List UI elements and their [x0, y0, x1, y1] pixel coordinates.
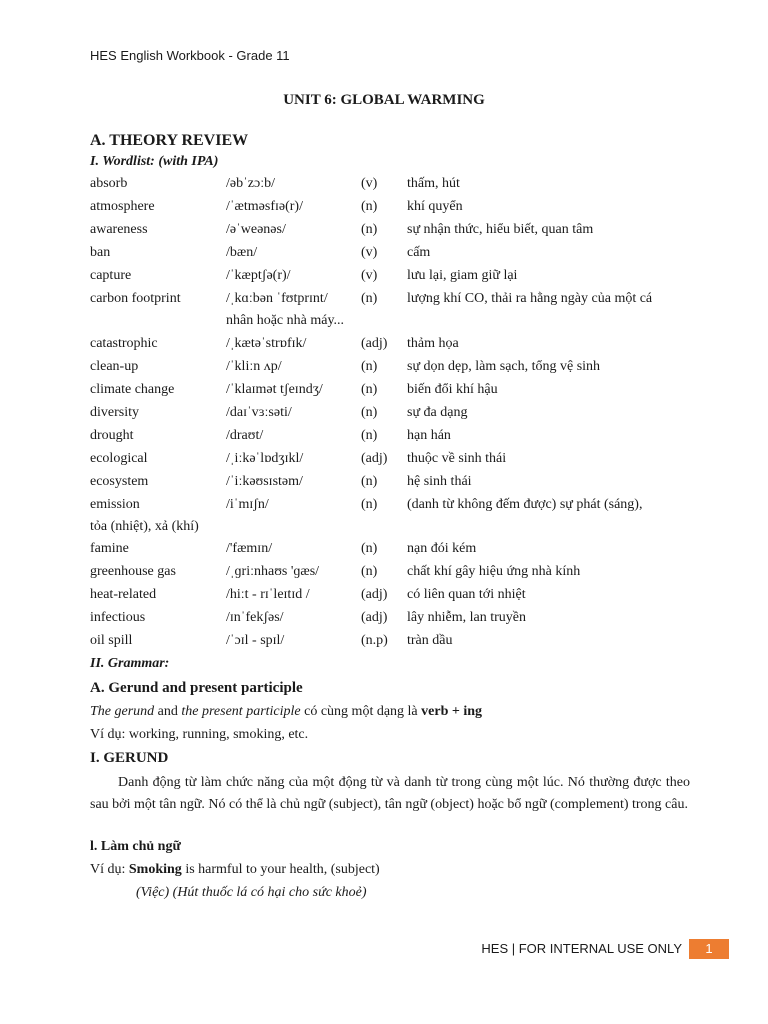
meaning: lượng khí CO, thải ra hằng ngày của một cá — [407, 291, 653, 306]
theory-review-heading: A. THEORY REVIEW — [90, 132, 249, 149]
ipa: /ˈɔɪl - spɪl/ — [226, 633, 285, 648]
wordlist-row — [0, 474, 768, 496]
ipa: /ˌkætəˈstrɒfɪk/ — [226, 336, 307, 351]
wordlist-row — [0, 610, 768, 632]
meaning: có liên quan tới nhiệt — [407, 587, 526, 602]
part-of-speech: (n) — [361, 564, 378, 579]
part-of-speech: (adj) — [361, 336, 388, 351]
ipa: /ˌɡriːnhaʊs 'ɡæs/ — [226, 564, 320, 579]
meaning: sự dọn dẹp, làm sạch, tổng vệ sinh — [407, 359, 601, 374]
part-of-speech: (n) — [361, 428, 378, 443]
part-of-speech: (n) — [361, 359, 378, 374]
word: emission — [90, 497, 140, 512]
wordlist-row — [0, 199, 768, 221]
meaning: biến đổi khí hậu — [407, 382, 498, 397]
meaning: hạn hán — [407, 428, 451, 443]
subject-example — [90, 862, 380, 878]
footer-text: HES | FOR INTERNAL USE ONLY — [481, 941, 682, 956]
wordlist-row — [0, 428, 768, 450]
ipa: /ˈkæptʃə(r)/ — [226, 268, 291, 283]
example-prefix: Ví dụ: — [90, 862, 129, 877]
meaning: lây nhiễm, lan truyền — [407, 610, 526, 625]
ipa: /ˈætməsfɪə(r)/ — [226, 199, 303, 214]
meaning: thuộc về sinh thái — [407, 451, 507, 466]
part-of-speech: (adj) — [361, 451, 388, 466]
part-of-speech: (v) — [361, 245, 378, 260]
gerund-heading: I. GERUND — [90, 750, 169, 766]
unit-title: UNIT 6: GLOBAL WARMING — [283, 92, 485, 108]
word: diversity — [90, 405, 139, 420]
word: ecosystem — [90, 474, 149, 489]
page-number-badge: 1 — [689, 939, 729, 959]
wordlist-row — [0, 587, 768, 609]
ipa: /əˈweənəs/ — [226, 222, 286, 237]
part-of-speech: (n) — [361, 291, 378, 306]
wordlist-row — [0, 382, 768, 404]
meaning: sự đa dạng — [407, 405, 468, 420]
gerund-term: The gerund — [90, 704, 155, 719]
part-of-speech: (adj) — [361, 587, 388, 602]
part-of-speech: (v) — [361, 268, 378, 283]
meaning: thảm họa — [407, 336, 459, 351]
word: atmosphere — [90, 199, 155, 214]
ipa: /bæn/ — [226, 245, 258, 260]
part-of-speech: (n) — [361, 222, 378, 237]
word: capture — [90, 268, 132, 283]
wordlist-row — [0, 497, 768, 519]
meaning: (danh từ không đếm được) sự phát (sáng), — [407, 497, 643, 512]
word: awareness — [90, 222, 148, 237]
meaning: khí quyển — [407, 199, 463, 214]
part-of-speech: (n) — [361, 405, 378, 420]
part-of-speech: (v) — [361, 176, 378, 191]
ipa: /'fæmɪn/ — [226, 541, 273, 556]
wordlist-row — [0, 268, 768, 290]
wordlist-row — [0, 336, 768, 358]
meaning: sự nhận thức, hiểu biết, quan tâm — [407, 222, 594, 237]
example-rest: is harmful to your health, (subject) — [181, 862, 380, 877]
word: famine — [90, 541, 129, 556]
meaning: lưu lại, giam giữ lại — [407, 268, 518, 283]
ipa: /əbˈzɔːb/ — [226, 176, 275, 191]
ipa: /draʊt/ — [226, 428, 264, 443]
page-header: HES English Workbook - Grade 11 — [90, 48, 290, 63]
ipa: /ɪnˈfekʃəs/ — [226, 610, 284, 625]
wordlist-row — [0, 451, 768, 473]
ipa: /hiːt - rɪˈleɪtɪd / — [226, 587, 310, 602]
wordlist-continuation: tỏa (nhiệt), xả (khí) — [90, 519, 199, 534]
gerund-intro — [90, 704, 482, 720]
part-of-speech: (adj) — [361, 610, 388, 625]
word: heat-related — [90, 587, 157, 602]
example-line: Ví dụ: working, running, smoking, etc. — [90, 727, 309, 742]
word: ecological — [90, 451, 148, 466]
ipa: /ˌiːkəˈlɒdʒɪkl/ — [226, 451, 304, 466]
part-of-speech: (n) — [361, 474, 378, 489]
word: oil spill — [90, 633, 133, 648]
part-of-speech: (n) — [361, 541, 378, 556]
ipa: /ˈkliːn ʌp/ — [226, 359, 282, 374]
part-of-speech: (n) — [361, 382, 378, 397]
part-of-speech: (n.p) — [361, 633, 388, 648]
word: catastrophic — [90, 336, 158, 351]
word: climate change — [90, 382, 175, 397]
wordlist-heading: I. Wordlist: (with IPA) — [90, 154, 219, 169]
meaning: thấm, hút — [407, 176, 460, 191]
gerund-paragraph: Danh động từ làm chức năng của một động từ và danh từ trong cùng một lúc. Nó thường được theo sau bởi một tân ngữ. Nó có thể là chủ ngữ (subject), tân ngữ (object) hoặc bổ ngữ (complement) trong câu. — [90, 775, 690, 812]
wordlist-row — [0, 541, 768, 563]
word: drought — [90, 428, 134, 443]
verb-ing-term: verb + ing — [421, 704, 483, 719]
wordlist-row — [0, 359, 768, 381]
example-keyword: Smoking — [128, 862, 182, 877]
ipa: /daɪˈvɜːsəti/ — [226, 405, 292, 420]
subject-translation: (Việc) (Hút thuốc lá có hại cho sức khoẻ) — [136, 885, 367, 900]
meaning: hệ sinh thái — [407, 474, 472, 489]
word: ban — [90, 245, 111, 260]
subject-heading: l. Làm chủ ngữ — [90, 839, 181, 854]
wordlist-row — [0, 405, 768, 427]
word: infectious — [90, 610, 146, 625]
connector-text: and — [154, 704, 182, 719]
word: clean-up — [90, 359, 139, 374]
meaning: tràn dầu — [407, 633, 453, 648]
gerund-participle-heading: A. Gerund and present participle — [90, 680, 303, 696]
grammar-heading: II. Grammar: — [90, 656, 170, 671]
part-of-speech: (n) — [361, 497, 378, 512]
word: carbon footprint — [90, 291, 181, 306]
ipa: /ˈiːkəʊsɪstəm/ — [226, 474, 303, 489]
wordlist-continuation: nhân hoặc nhà máy... — [226, 313, 345, 328]
part-of-speech: (n) — [361, 199, 378, 214]
intro-text: có cùng một dạng là — [300, 704, 422, 719]
meaning: chất khí gây hiệu ứng nhà kính — [407, 564, 581, 579]
word: absorb — [90, 176, 128, 191]
ipa: /ˌkɑːbən ˈfʊtprɪnt/ — [226, 291, 328, 306]
wordlist-row — [0, 245, 768, 267]
ipa: /ˈklaɪmət tʃeɪndʒ/ — [226, 382, 323, 397]
wordlist-row — [0, 633, 768, 655]
word: greenhouse gas — [90, 564, 176, 579]
wordlist-row — [0, 222, 768, 244]
meaning: nạn đói kém — [407, 541, 477, 556]
ipa: /iˈmɪʃn/ — [226, 497, 269, 512]
participle-term: the present participle — [181, 704, 301, 719]
meaning: cấm — [407, 245, 431, 260]
wordlist-row — [0, 176, 768, 198]
wordlist-row — [0, 291, 768, 313]
wordlist-row — [0, 564, 768, 586]
